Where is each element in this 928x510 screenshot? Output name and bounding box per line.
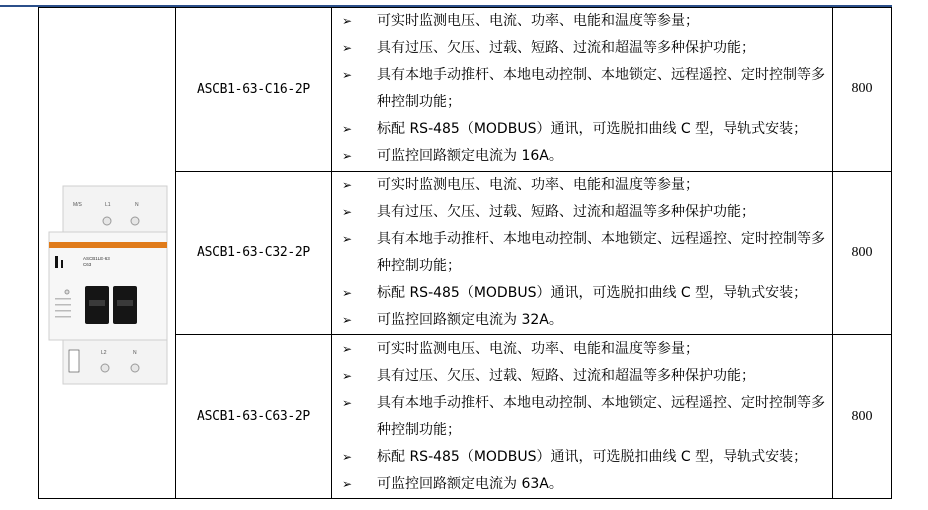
terminal-label-n-bottom: N: [133, 350, 137, 356]
arrow-bullet-icon: ➢: [342, 14, 353, 29]
model-number: ASCB1-63-C63-2P: [197, 409, 310, 425]
feature-list: [332, 336, 832, 498]
price-cell: [833, 335, 892, 499]
feature-item: ➢ 可实时监测电压、电流、功率、电能和温度等参量；: [332, 8, 832, 35]
terminal-label-ms: M/S: [73, 202, 82, 208]
arrow-bullet-icon: ➢: [342, 231, 353, 246]
arrow-bullet-icon: ➢: [342, 41, 353, 56]
table-row: [39, 8, 892, 172]
price-value: 800: [851, 81, 873, 97]
feature-item: ➢ 具有本地手动推杆、本地电动控制、本地锁定、远程遥控、定时控制等多种控制功能；: [332, 390, 832, 444]
price-cell: [833, 171, 892, 335]
features-cell: [332, 8, 833, 172]
feature-list: [332, 172, 832, 334]
features-cell: [332, 171, 833, 335]
feature-item: ➢ 标配 RS-485（MODBUS）通讯，可选脱扣曲线 C 型，导轨式安装；: [332, 116, 832, 143]
arrow-bullet-icon: ➢: [342, 177, 353, 192]
feature-item: ➢ 可实时监测电压、电流、功率、电能和温度等参量；: [332, 336, 832, 363]
arrow-bullet-icon: ➢: [342, 285, 353, 300]
arrow-bullet-icon: ➢: [342, 122, 353, 137]
terminal-label-l1: L1: [105, 202, 111, 208]
arrow-bullet-icon: ➢: [342, 449, 353, 464]
terminal-label-n-top: N: [135, 202, 139, 208]
feature-item: ➢ 具有本地手动推杆、本地电动控制、本地锁定、远程遥控、定时控制等多种控制功能；: [332, 226, 832, 280]
feature-item: ➢ 具有过压、欠压、过载、短路、过流和超温等多种保护功能；: [332, 363, 832, 390]
arrow-bullet-icon: ➢: [342, 204, 353, 219]
features-cell: [332, 335, 833, 499]
feature-item: ➢ 标配 RS-485（MODBUS）通讯，可选脱扣曲线 C 型，导轨式安装；: [332, 280, 832, 307]
product-spec-table: [38, 7, 892, 499]
arrow-bullet-icon: ➢: [342, 149, 353, 164]
price-cell: [833, 8, 892, 172]
price-value: 800: [851, 244, 873, 260]
model-label-on-device: ASCB1LE-63: [83, 256, 110, 261]
arrow-bullet-icon: ➢: [342, 312, 353, 327]
rating-label-on-device: C63: [83, 262, 92, 267]
arrow-bullet-icon: ➢: [342, 68, 353, 83]
feature-list: [332, 8, 832, 170]
price-value: 800: [851, 408, 873, 424]
product-image-cell: [39, 8, 176, 499]
orange-stripe: [49, 242, 167, 248]
model-cell: [176, 8, 332, 172]
feature-item: ➢ 可实时监测电压、电流、功率、电能和温度等参量；: [332, 172, 832, 199]
feature-item: ➢ 具有本地手动推杆、本地电动控制、本地锁定、远程遥控、定时控制等多种控制功能；: [332, 62, 832, 116]
arrow-bullet-icon: ➢: [342, 476, 353, 491]
circuit-breaker-image: [39, 8, 175, 494]
feature-item: ➢ 具有过压、欠压、过载、短路、过流和超温等多种保护功能；: [332, 35, 832, 62]
arrow-bullet-icon: ➢: [342, 341, 353, 356]
feature-item: ➢ 标配 RS-485（MODBUS）通讯，可选脱扣曲线 C 型，导轨式安装；: [332, 444, 832, 471]
model-number: ASCB1-63-C16-2P: [197, 81, 310, 97]
feature-item: ➢ 可监控回路额定电流为 32A。: [332, 307, 832, 334]
model-cell: [176, 171, 332, 335]
terminal-label-l2: L2: [101, 350, 107, 356]
feature-item: ➢ 可监控回路额定电流为 16A。: [332, 143, 832, 170]
model-cell: [176, 335, 332, 499]
model-number: ASCB1-63-C32-2P: [197, 245, 310, 261]
feature-item: ➢ 具有过压、欠压、过载、短路、过流和超温等多种保护功能；: [332, 199, 832, 226]
arrow-bullet-icon: ➢: [342, 395, 353, 410]
feature-item: ➢ 可监控回路额定电流为 63A。: [332, 471, 832, 498]
arrow-bullet-icon: ➢: [342, 368, 353, 383]
